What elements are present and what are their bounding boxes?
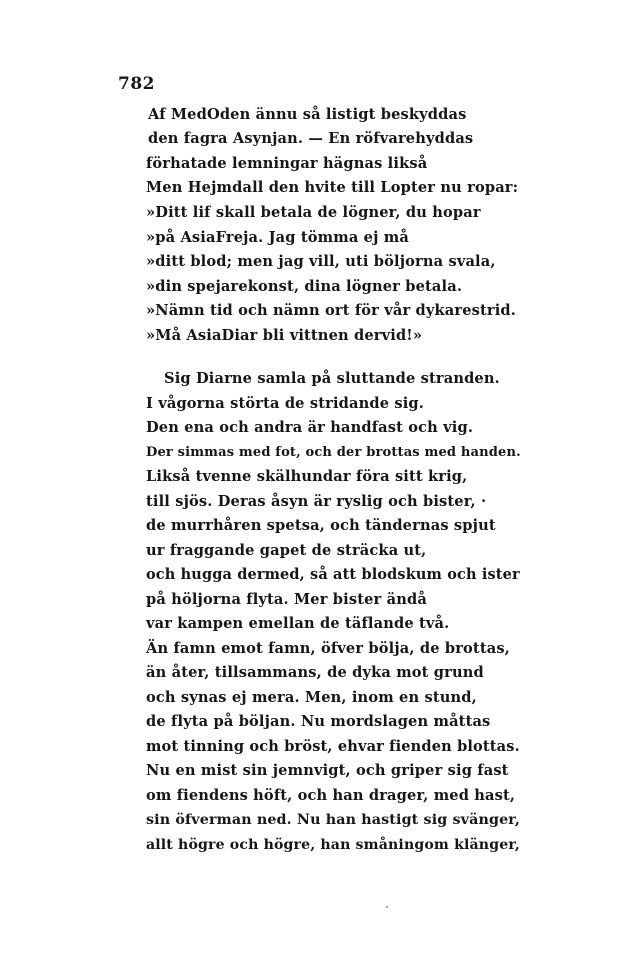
verse-line: »Ditt lif skall betala de lögner, du hopar (146, 204, 481, 221)
ink-speck (386, 906, 388, 908)
verse-line: Sig Diarne samla på sluttande stranden. (164, 370, 500, 387)
verse-line: »din spejarekonst, dina lögner betala. (146, 278, 463, 295)
verse-line: Der simmas med fot, och der brottas med handen. (146, 445, 521, 460)
verse-line: allt högre och högre, han småningom klänger, (146, 837, 520, 853)
verse-line: Likså tvenne skälhundar föra sitt krig, (146, 468, 468, 485)
verse-line: förhatade lemningar hägnas likså (146, 155, 428, 172)
verse-line: den fagra Asynjan. — En röfvarehyddas (148, 130, 474, 147)
verse-line: och synas ej mera. Men, inom en stund, (146, 689, 477, 706)
verse-line: I vågorna störta de stridande sig. (146, 395, 425, 412)
verse-line: sin öfverman ned. Nu han hastigt sig svänger, (146, 812, 521, 828)
verse-line: »på AsiaFreja. Jag tömma ej må (146, 229, 409, 246)
verse-line: ur fraggande gapet de sträcka ut, (146, 542, 427, 559)
verse-line: och hugga dermed, så att blodskum och ister (146, 566, 520, 583)
verse-line: »ditt blod; men jag vill, uti böljorna svala, (146, 253, 496, 270)
verse-line: de murrhåren spetsa, och tändernas spjut (146, 517, 496, 534)
verse-line: de flyta på böljan. Nu mordslagen måttas (146, 713, 491, 730)
verse-line: Den ena och andra är handfast och vig. (146, 419, 474, 436)
verse-line: Af MedOden ännu så listigt beskyddas (148, 106, 467, 123)
verse-line: mot tinning och bröst, ehvar fienden blottas. (146, 738, 520, 755)
verse-line: »Må AsiaDiar bli vittnen dervid!» (146, 327, 423, 344)
verse-line: på höljorna flyta. Mer bister ändå (146, 591, 427, 608)
verse-line: »Nämn tid och nämn ort för vår dykarestrid. (146, 302, 517, 319)
verse-line: om fiendens höft, och han drager, med hast, (146, 787, 516, 804)
page-number: 782 (118, 74, 155, 94)
verse-line: Nu en mist sin jemnvigt, och griper sig fast (146, 762, 509, 779)
verse-line: än åter, tillsammans, de dyka mot grund (146, 664, 484, 681)
verse-line: Än famn emot famn, öfver bölja, de brottas, (146, 640, 510, 657)
verse-line: var kampen emellan de täflande två. (146, 615, 450, 632)
verse-line: till sjös. Deras åsyn är ryslig och bister, · (146, 493, 487, 510)
verse-line: Men Hejmdall den hvite till Lopter nu ropar: (146, 179, 519, 196)
